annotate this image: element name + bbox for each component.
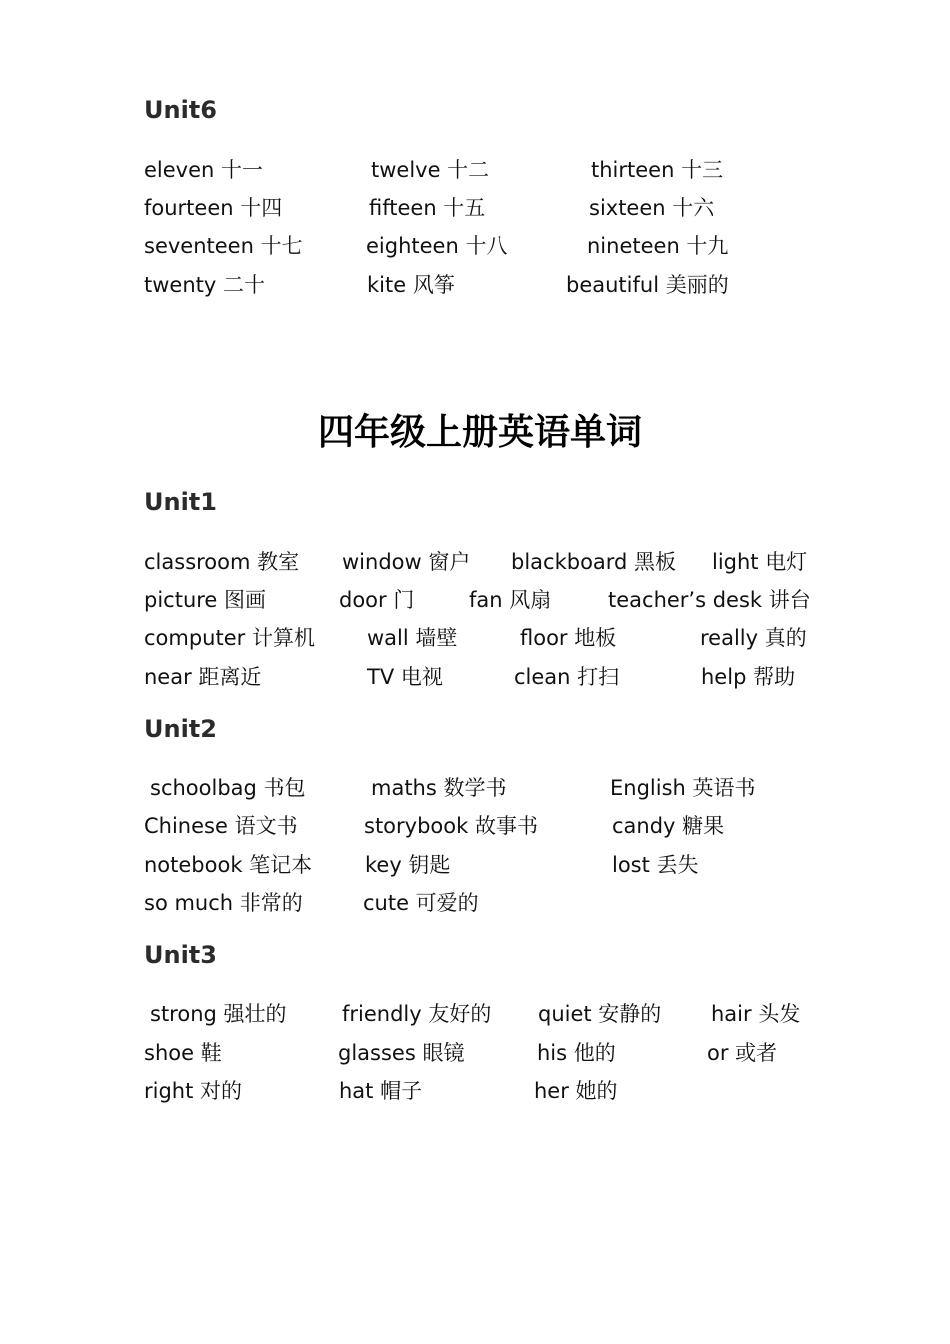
vocab-item: kite 风筝 — [367, 273, 455, 297]
vocab-item: quiet 安静的 — [538, 1002, 662, 1026]
vocab-item: or 或者 — [707, 1041, 778, 1065]
unit6-heading: Unit6 — [144, 96, 217, 124]
vocab-item: TV 电视 — [367, 665, 443, 689]
vocab-item: help 帮助 — [701, 665, 796, 689]
vocab-item: so much 非常的 — [144, 891, 303, 915]
vocab-item: near 距离近 — [144, 665, 262, 689]
vocab-item: twelve 十二 — [371, 158, 490, 182]
vocab-item: sixteen 十六 — [589, 196, 715, 220]
vocab-item: notebook 笔记本 — [144, 853, 313, 877]
vocab-item: fan 风扇 — [469, 588, 552, 612]
vocab-item: teacher’s desk 讲台 — [608, 588, 811, 612]
vocab-item: wall 墙壁 — [367, 626, 458, 650]
vocab-item: picture 图画 — [144, 588, 267, 612]
vocab-item: lost 丢失 — [612, 853, 699, 877]
vocab-item: seventeen 十七 — [144, 234, 303, 258]
unit1-heading: Unit1 — [144, 488, 217, 516]
vocab-item: light 电灯 — [712, 550, 808, 574]
vocab-item: nineteen 十九 — [587, 234, 729, 258]
vocab-item: fifteen 十五 — [369, 196, 486, 220]
vocab-item: his 他的 — [537, 1041, 616, 1065]
vocab-item: maths 数学书 — [371, 776, 507, 800]
vocab-item: English 英语书 — [610, 776, 756, 800]
vocab-item: Chinese 语文书 — [144, 814, 298, 838]
vocab-item: clean 打扫 — [514, 665, 620, 689]
vocab-item: beautiful 美丽的 — [566, 273, 729, 297]
vocab-item: fourteen 十四 — [144, 196, 283, 220]
vocab-item: candy 糖果 — [612, 814, 725, 838]
vocab-item: schoolbag 书包 — [150, 776, 306, 800]
vocab-item: eleven 十一 — [144, 158, 264, 182]
unit3-heading: Unit3 — [144, 941, 217, 969]
vocab-item: shoe 鞋 — [144, 1041, 222, 1065]
vocab-item: door 门 — [339, 588, 415, 612]
vocab-item: her 她的 — [534, 1079, 618, 1103]
vocab-item: friendly 友好的 — [342, 1002, 492, 1026]
vocab-item: strong 强壮的 — [150, 1002, 287, 1026]
vocab-item: computer 计算机 — [144, 626, 315, 650]
vocab-item: cute 可爱的 — [363, 891, 479, 915]
vocab-item: eighteen 十八 — [366, 234, 508, 258]
vocab-item: window 窗户 — [342, 550, 471, 574]
vocab-item: really 真的 — [700, 626, 807, 650]
vocab-item: hat 帽子 — [339, 1079, 423, 1103]
vocab-item: twenty 二十 — [144, 273, 265, 297]
section-title: 四年级上册英语单词 — [317, 412, 642, 453]
vocab-item: storybook 故事书 — [364, 814, 538, 838]
vocab-item: key 钥匙 — [365, 853, 451, 877]
vocab-item: blackboard 黑板 — [511, 550, 677, 574]
vocab-item: floor 地板 — [520, 626, 617, 650]
unit2-heading: Unit2 — [144, 715, 217, 743]
vocab-item: classroom 教室 — [144, 550, 300, 574]
vocab-item: right 对的 — [144, 1079, 243, 1103]
vocab-item: thirteen 十三 — [591, 158, 724, 182]
vocab-item: glasses 眼镜 — [338, 1041, 465, 1065]
vocab-item: hair 头发 — [711, 1002, 801, 1026]
